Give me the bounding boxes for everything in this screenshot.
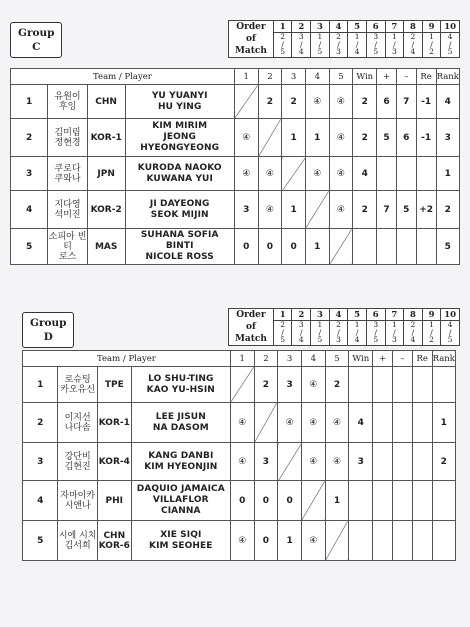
self-cell	[301, 481, 325, 521]
order-pair: 4 / 5	[441, 321, 460, 346]
table-row	[23, 367, 456, 403]
plus-cell	[373, 481, 393, 521]
group-d-label-word: Group	[30, 317, 67, 329]
order-pair: 1 / 2	[422, 33, 441, 58]
korean-names: 김미림 정현경	[48, 119, 87, 157]
korean-names: 이지선 나다솜	[58, 403, 97, 443]
korean-names: 시에 시치 김서희	[58, 521, 97, 561]
player-names: KIM MIRIM JEONG HYEONGYEONG	[125, 119, 234, 157]
win-cell	[349, 521, 373, 561]
table-header-row	[23, 351, 456, 367]
score-cell: 1	[282, 119, 306, 157]
col-header: –	[396, 69, 416, 85]
order-pair: 3 / 5	[366, 321, 385, 346]
self-cell	[278, 443, 302, 481]
order-number: 2	[292, 309, 311, 321]
row-number: 4	[11, 191, 48, 229]
col-header: 1	[230, 351, 254, 367]
col-header: Re	[412, 351, 432, 367]
col-header: +	[377, 69, 397, 85]
order-number: 6	[366, 309, 385, 321]
score-cell: ④	[234, 157, 258, 191]
score-cell: ④	[230, 403, 254, 443]
self-cell	[234, 85, 258, 119]
group-d-order-table	[228, 308, 460, 346]
order-pair: 1 / 5	[311, 33, 330, 58]
order-number: 3	[311, 309, 330, 321]
col-header: Win	[349, 351, 373, 367]
order-pair: 1 / 5	[311, 321, 330, 346]
score-cell: 2	[325, 367, 349, 403]
minus-cell: 7	[396, 85, 416, 119]
order-number: 5	[348, 309, 367, 321]
korean-names: 쿠로다 쿠와나	[48, 157, 87, 191]
group-c-label-letter: C	[32, 41, 41, 53]
table-row	[11, 191, 460, 229]
score-cell: 2	[282, 85, 306, 119]
plus-cell	[373, 521, 393, 561]
score-cell: ④	[278, 403, 302, 443]
score-cell: ④	[305, 85, 329, 119]
score-cell: ④	[329, 157, 353, 191]
score-cell: ④	[301, 367, 325, 403]
order-of-match-label: Order of Match	[229, 309, 274, 346]
table-row	[23, 403, 456, 443]
win-cell: 2	[353, 85, 377, 119]
order-of-match-label: Order of Match	[229, 21, 274, 58]
country-code: KOR-1	[87, 119, 125, 157]
score-cell: ④	[305, 157, 329, 191]
self-cell	[329, 229, 353, 265]
win-cell: 2	[353, 119, 377, 157]
player-names: JI DAYEONG SEOK MIJIN	[125, 191, 234, 229]
self-cell	[258, 119, 282, 157]
country-code: KOR-4	[97, 443, 131, 481]
row-number: 3	[23, 443, 58, 481]
win-cell: 2	[353, 191, 377, 229]
col-header: 4	[301, 351, 325, 367]
row-number: 5	[23, 521, 58, 561]
plus-cell	[373, 403, 393, 443]
group-d-results-table	[22, 350, 456, 561]
minus-cell	[393, 443, 413, 481]
score-cell: 1	[278, 521, 302, 561]
col-header: 4	[305, 69, 329, 85]
player-names: YU YUANYI HU YING	[125, 85, 234, 119]
score-cell: 1	[305, 229, 329, 265]
order-number: 7	[385, 309, 404, 321]
player-names: XIE SIQI KIM SEOHEE	[131, 521, 230, 561]
score-cell: ④	[258, 157, 282, 191]
score-cell: 1	[305, 119, 329, 157]
country-code: TPE	[97, 367, 131, 403]
score-cell: 3	[278, 367, 302, 403]
minus-cell: 6	[396, 119, 416, 157]
score-cell: 0	[254, 521, 278, 561]
table-row	[11, 157, 460, 191]
order-number: 1	[273, 21, 292, 33]
re-cell: -1	[416, 119, 436, 157]
col-header: Rank	[432, 351, 455, 367]
score-cell: 0	[254, 481, 278, 521]
order-pair: 1 / 3	[385, 33, 404, 58]
order-pair: 2 / 3	[329, 33, 348, 58]
row-number: 4	[23, 481, 58, 521]
order-pair: 2 / 5	[273, 33, 292, 58]
player-names: SUHANA SOFIA BINTI NICOLE ROSS	[125, 229, 234, 265]
order-number: 8	[404, 21, 423, 33]
order-pair: 3 / 4	[292, 33, 311, 58]
player-names: LO SHU-TING KAO YU-HSIN	[131, 367, 230, 403]
score-cell: ④	[329, 191, 353, 229]
re-cell	[412, 521, 432, 561]
score-cell: 1	[282, 191, 306, 229]
order-number: 9	[422, 21, 441, 33]
order-number: 6	[366, 21, 385, 33]
rank-cell: 1	[436, 157, 459, 191]
order-pair: 2 / 5	[273, 321, 292, 346]
group-d-label-letter: D	[43, 331, 53, 343]
order-pair: 1 / 2	[422, 321, 441, 346]
table-header-row	[11, 69, 460, 85]
score-cell: ④	[230, 443, 254, 481]
rank-cell	[432, 521, 455, 561]
score-cell: ④	[301, 521, 325, 561]
row-number: 2	[11, 119, 48, 157]
order-pair: 2 / 4	[404, 321, 423, 346]
order-number: 3	[311, 21, 330, 33]
col-header: Rank	[436, 69, 459, 85]
plus-cell	[373, 443, 393, 481]
rank-cell: 2	[436, 191, 459, 229]
rank-cell: 2	[432, 443, 455, 481]
table-row	[23, 481, 456, 521]
rank-cell: 3	[436, 119, 459, 157]
order-pair: 3 / 5	[366, 33, 385, 58]
order-number: 7	[385, 21, 404, 33]
player-names: KANG DANBI KIM HYEONJIN	[131, 443, 230, 481]
country-code: CHN KOR-6	[97, 521, 131, 561]
score-cell: ④	[234, 119, 258, 157]
row-number: 5	[11, 229, 48, 265]
order-number: 8	[404, 309, 423, 321]
minus-cell: 5	[396, 191, 416, 229]
rank-cell: 5	[436, 229, 459, 265]
group-d-label	[22, 312, 74, 348]
re-cell	[416, 229, 436, 265]
row-number: 2	[23, 403, 58, 443]
re-cell	[412, 481, 432, 521]
score-cell: 0	[230, 481, 254, 521]
score-cell: ④	[301, 443, 325, 481]
score-cell: 2	[254, 367, 278, 403]
rank-cell: 1	[432, 403, 455, 443]
col-header: Win	[353, 69, 377, 85]
row-number: 1	[23, 367, 58, 403]
group-c-order-table	[228, 20, 460, 58]
rank-cell	[432, 481, 455, 521]
col-header: Re	[416, 69, 436, 85]
table-row	[11, 229, 460, 265]
minus-cell	[396, 157, 416, 191]
plus-cell	[373, 367, 393, 403]
korean-names: 자마이카 시앤나	[58, 481, 97, 521]
col-header: 2	[254, 351, 278, 367]
order-pair: 1 / 3	[385, 321, 404, 346]
korean-names: 지다영 석미진	[48, 191, 87, 229]
korean-names: 로슈팅 카오유신	[58, 367, 97, 403]
country-code: KOR-1	[97, 403, 131, 443]
score-cell: ④	[329, 119, 353, 157]
order-number: 10	[441, 21, 460, 33]
win-cell: 4	[353, 157, 377, 191]
plus-cell: 6	[377, 85, 397, 119]
rank-cell: 4	[436, 85, 459, 119]
win-cell: 4	[349, 403, 373, 443]
self-cell	[254, 403, 278, 443]
minus-cell	[393, 481, 413, 521]
order-number: 10	[441, 309, 460, 321]
col-header: 1	[234, 69, 258, 85]
table-row	[23, 521, 456, 561]
player-names: DAQUIO JAMAICA VILLAFLOR CIANNA	[131, 481, 230, 521]
re-cell	[412, 367, 432, 403]
plus-cell	[377, 229, 397, 265]
score-cell: ④	[230, 521, 254, 561]
player-names: LEE JISUN NA DASOM	[131, 403, 230, 443]
plus-cell: 7	[377, 191, 397, 229]
order-number: 4	[329, 21, 348, 33]
score-cell: 2	[258, 85, 282, 119]
order-number: 4	[329, 309, 348, 321]
re-cell	[412, 403, 432, 443]
score-cell: 0	[282, 229, 306, 265]
table-row	[23, 443, 456, 481]
minus-cell	[393, 521, 413, 561]
order-pair: 3 / 4	[292, 321, 311, 346]
row-number: 1	[11, 85, 48, 119]
country-code: CHN	[87, 85, 125, 119]
re-cell	[412, 443, 432, 481]
korean-names: 강단비 김현진	[58, 443, 97, 481]
group-c-results-table	[10, 68, 460, 265]
re-cell	[416, 157, 436, 191]
team-player-header: Team / Player	[11, 69, 235, 85]
score-cell: 0	[278, 481, 302, 521]
score-cell: ④	[325, 403, 349, 443]
col-header: 2	[258, 69, 282, 85]
self-cell	[325, 521, 349, 561]
score-cell: ④	[325, 443, 349, 481]
team-player-header: Team / Player	[23, 351, 231, 367]
win-cell: 3	[349, 443, 373, 481]
plus-cell: 5	[377, 119, 397, 157]
country-code: JPN	[87, 157, 125, 191]
group-c-label-word: Group	[18, 27, 55, 39]
col-header: 5	[325, 351, 349, 367]
score-cell: ④	[301, 403, 325, 443]
score-cell: 0	[258, 229, 282, 265]
minus-cell	[393, 403, 413, 443]
win-cell	[353, 229, 377, 265]
self-cell	[230, 367, 254, 403]
table-row	[11, 119, 460, 157]
korean-names: 유원이 후잉	[48, 85, 87, 119]
order-number: 5	[348, 21, 367, 33]
col-header: 3	[282, 69, 306, 85]
group-c-label	[10, 22, 62, 58]
minus-cell	[396, 229, 416, 265]
self-cell	[305, 191, 329, 229]
korean-names: 소피아 빈티 로스	[48, 229, 87, 265]
rank-cell	[432, 367, 455, 403]
col-header: 5	[329, 69, 353, 85]
country-code: MAS	[87, 229, 125, 265]
score-cell: 3	[254, 443, 278, 481]
order-pair: 1 / 4	[348, 33, 367, 58]
order-number: 1	[273, 309, 292, 321]
re-cell: +2	[416, 191, 436, 229]
col-header: –	[393, 351, 413, 367]
win-cell	[349, 367, 373, 403]
table-row	[11, 85, 460, 119]
plus-cell	[377, 157, 397, 191]
order-pair: 1 / 4	[348, 321, 367, 346]
order-pair: 2 / 3	[329, 321, 348, 346]
win-cell	[349, 481, 373, 521]
order-number: 2	[292, 21, 311, 33]
col-header: 3	[278, 351, 302, 367]
order-pair: 4 / 5	[441, 33, 460, 58]
score-cell: 1	[325, 481, 349, 521]
score-cell: 0	[234, 229, 258, 265]
score-cell: 3	[234, 191, 258, 229]
country-code: PHI	[97, 481, 131, 521]
minus-cell	[393, 367, 413, 403]
player-names: KURODA NAOKO KUWANA YUI	[125, 157, 234, 191]
re-cell: -1	[416, 85, 436, 119]
self-cell	[282, 157, 306, 191]
order-number: 9	[422, 309, 441, 321]
score-cell: ④	[258, 191, 282, 229]
row-number: 3	[11, 157, 48, 191]
score-cell: ④	[329, 85, 353, 119]
col-header: +	[373, 351, 393, 367]
order-pair: 2 / 4	[404, 33, 423, 58]
country-code: KOR-2	[87, 191, 125, 229]
